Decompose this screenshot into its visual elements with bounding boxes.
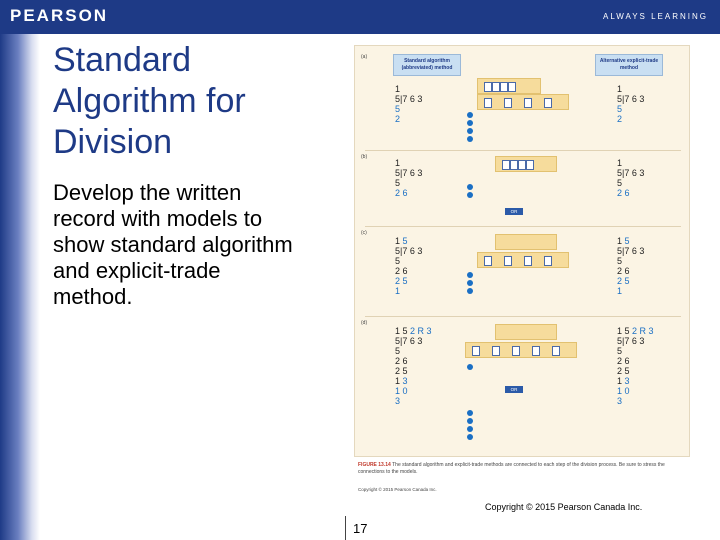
footer-divider xyxy=(345,516,346,540)
division-work: 1 5 5|7 6 3 5 2 6 2 5 1 xyxy=(395,236,423,296)
division-figure xyxy=(354,45,690,457)
slide-body-text: Develop the written record with models to show standard algorithm and explicit-trade method. xyxy=(53,180,293,309)
division-work: 1 5|7 6 3 5 2 xyxy=(617,84,645,124)
page-number: 17 xyxy=(353,521,368,536)
footer-copyright: Copyright © 2015 Pearson Canada Inc. xyxy=(485,502,643,512)
figure-caption-text: The standard algorithm and explicit-trade methods are connected to each step of the division process. Be sure to stress the connections to the models. xyxy=(358,462,665,475)
figure-caption-label: FIGURE 13.14 xyxy=(358,462,391,468)
left-method-header: Standard algorithm (abbreviated) method xyxy=(393,54,461,76)
brand-tagline: ALWAYS LEARNING xyxy=(603,12,708,21)
base-ten-blocks xyxy=(495,324,557,340)
division-work: 1 5|7 6 3 5 2 6 xyxy=(617,158,645,198)
panel-label-c: (c) xyxy=(361,230,367,236)
base-ten-blocks xyxy=(495,234,557,250)
base-ten-blocks xyxy=(465,342,577,358)
division-work: 1 5 5|7 6 3 5 2 6 2 5 1 xyxy=(617,236,645,296)
base-ten-blocks xyxy=(477,94,569,110)
figure-caption xyxy=(358,462,690,476)
division-work: 1 5 2 R 3 5|7 6 3 5 2 6 2 5 1 3 1 0 3 xyxy=(617,326,654,406)
brand-logo: PEARSON xyxy=(10,6,109,25)
division-work: 1 5|7 6 3 5 2 6 xyxy=(395,158,423,198)
right-method-header: Alternative explicit-trade method xyxy=(595,54,663,76)
or-label: OR xyxy=(505,208,523,215)
panel-label-a: (a) xyxy=(361,54,368,60)
base-ten-blocks xyxy=(495,156,557,172)
base-ten-blocks xyxy=(477,252,569,268)
division-work: 1 5 2 R 3 5|7 6 3 5 2 6 2 5 1 3 1 0 3 xyxy=(395,326,432,406)
or-label: OR xyxy=(505,386,523,393)
base-ten-blocks xyxy=(477,78,541,94)
figure-copyright: Copyright © 2015 Pearson Canada Inc. xyxy=(358,487,437,492)
division-work: 1 5|7 6 3 5 2 xyxy=(395,84,423,124)
panel-label-b: (b) xyxy=(361,154,368,160)
slide-title: Standard Algorithm for Division xyxy=(53,41,246,161)
panel-label-d: (d) xyxy=(361,320,368,326)
header-bar xyxy=(0,0,720,34)
decorative-sidebar xyxy=(0,34,40,540)
